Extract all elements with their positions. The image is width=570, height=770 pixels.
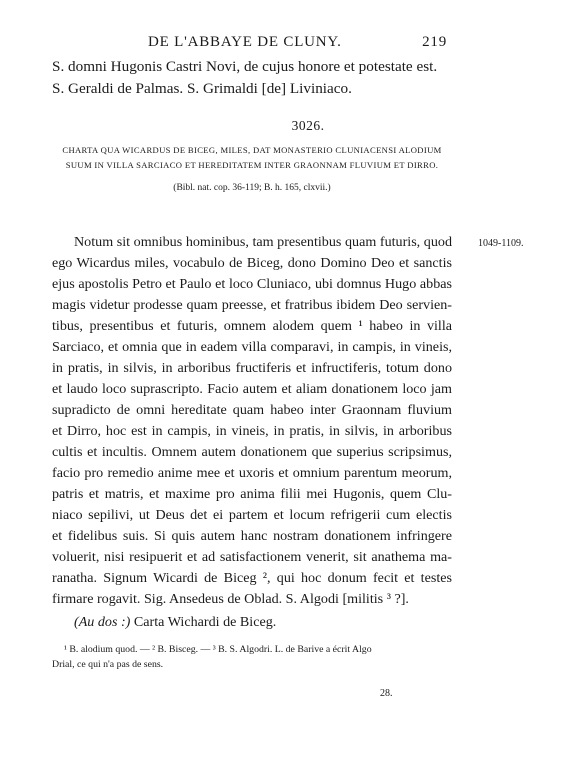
charter-body-line: supradicto de omni hereditate quam habeo inter Graonnam fluvium (52, 402, 452, 418)
signature-mark: 28. (380, 688, 393, 699)
charter-body-line: Sarciaco, et omnia que in eadem villa comparavi, in campis, in vineis, (52, 339, 452, 355)
charter-title-line: SUUM IN VILLA SARCIACO ET HEREDITATEM INTER GRAONNAM FLUVIUM ET DIRRO. (65, 160, 439, 170)
running-title: DE L'ABBAYE DE CLUNY. (148, 34, 342, 50)
charter-body-line: magis videtur prodesse quam preesse, et fratribus ibidem Deo servien- (52, 297, 452, 313)
charter-body-line: firmare rogavit. Sig. Ansedeus de Oblad. S. Algodi [militis ³ ?]. (52, 591, 409, 607)
page-number: 219 (422, 34, 447, 50)
footnote-line: ¹ B. alodium quod. — ² B. Bisceg. — ³ B. S. Algodri. L. de Barive a écrit Algo (64, 644, 372, 655)
charter-body-line: ego Wicardus miles, vocabulo de Biceg, dono Domino Deo et sanctis (52, 255, 452, 271)
preceding-text-line: S. Geraldi de Palmas. S. Grimaldi [de] Liviniaco. (52, 80, 352, 97)
charter-body-line: facio pro remedio anime mee et uxoris et omnium parentum meorum, (52, 465, 452, 481)
charter-body-line: et fidelibus suis. Si quis autem hanc nostram donationem infringere (52, 528, 452, 544)
charter-body-line: in pratis, in silvis, in arboribus fructiferis et infructiferis, totum dono (52, 360, 452, 376)
dorse-text: Carta Wichardi de Biceg. (133, 614, 277, 630)
charter-body-line: et laudo loco suprascripto. Facio autem et aliam donationem loco jam (52, 381, 452, 397)
dorse-label: (Au dos :) (74, 614, 131, 630)
charter-body-line: et Dirro, hoc est in campis, in vineis, in pratis, in silvis, in arboribus (52, 423, 452, 439)
charter-body-line: tibus, presentibus et futuris, omnem alodem quem ¹ habeo in villa (52, 318, 452, 334)
charter-source: (Bibl. nat. cop. 36-119; B. h. 165, clxvii.) (173, 183, 331, 193)
charter-body-line: Notum sit omnibus hominibus, tam presentibus quam futuris, quod (74, 234, 452, 250)
charter-body-line: ranatha. Signum Wicardi de Biceg ², qui hoc donum fecit et testes (52, 570, 452, 586)
charter-body-line: ejus apostolis Petro et Paulo et loco Cluniaco, ubi domnus Hugo abbas (52, 276, 452, 292)
charter-title-line: CHARTA QUA WICARDUS DE BICEG, MILES, DAT MONASTERIO CLUNIACENSI ALODIUM (62, 145, 442, 155)
margin-date: 1049-1109. (478, 238, 524, 249)
charter-number: 3026. (291, 118, 325, 133)
charter-body-line: niaco sepilivi, ut Deus det ei partem et locum refrigerii cum electis (52, 507, 452, 523)
charter-body-line: voluerit, nisi resipuerit et ad satisfactionem venerit, sit anathema ma- (52, 549, 452, 565)
dorse-note (74, 614, 276, 631)
footnote-line: Drial, ce qui n'a pas de sens. (52, 659, 164, 670)
running-head (52, 34, 447, 54)
charter-body-line: cultis et incultis. Omnem autem donationem que superius scripsimus, (52, 444, 452, 460)
charter-body-line: patris et matris, et maxime pro anima filii mei Hugonis, quem Clu- (52, 486, 452, 502)
preceding-text-line: S. domni Hugonis Castri Novi, de cujus honore et potestate est. (52, 58, 438, 75)
